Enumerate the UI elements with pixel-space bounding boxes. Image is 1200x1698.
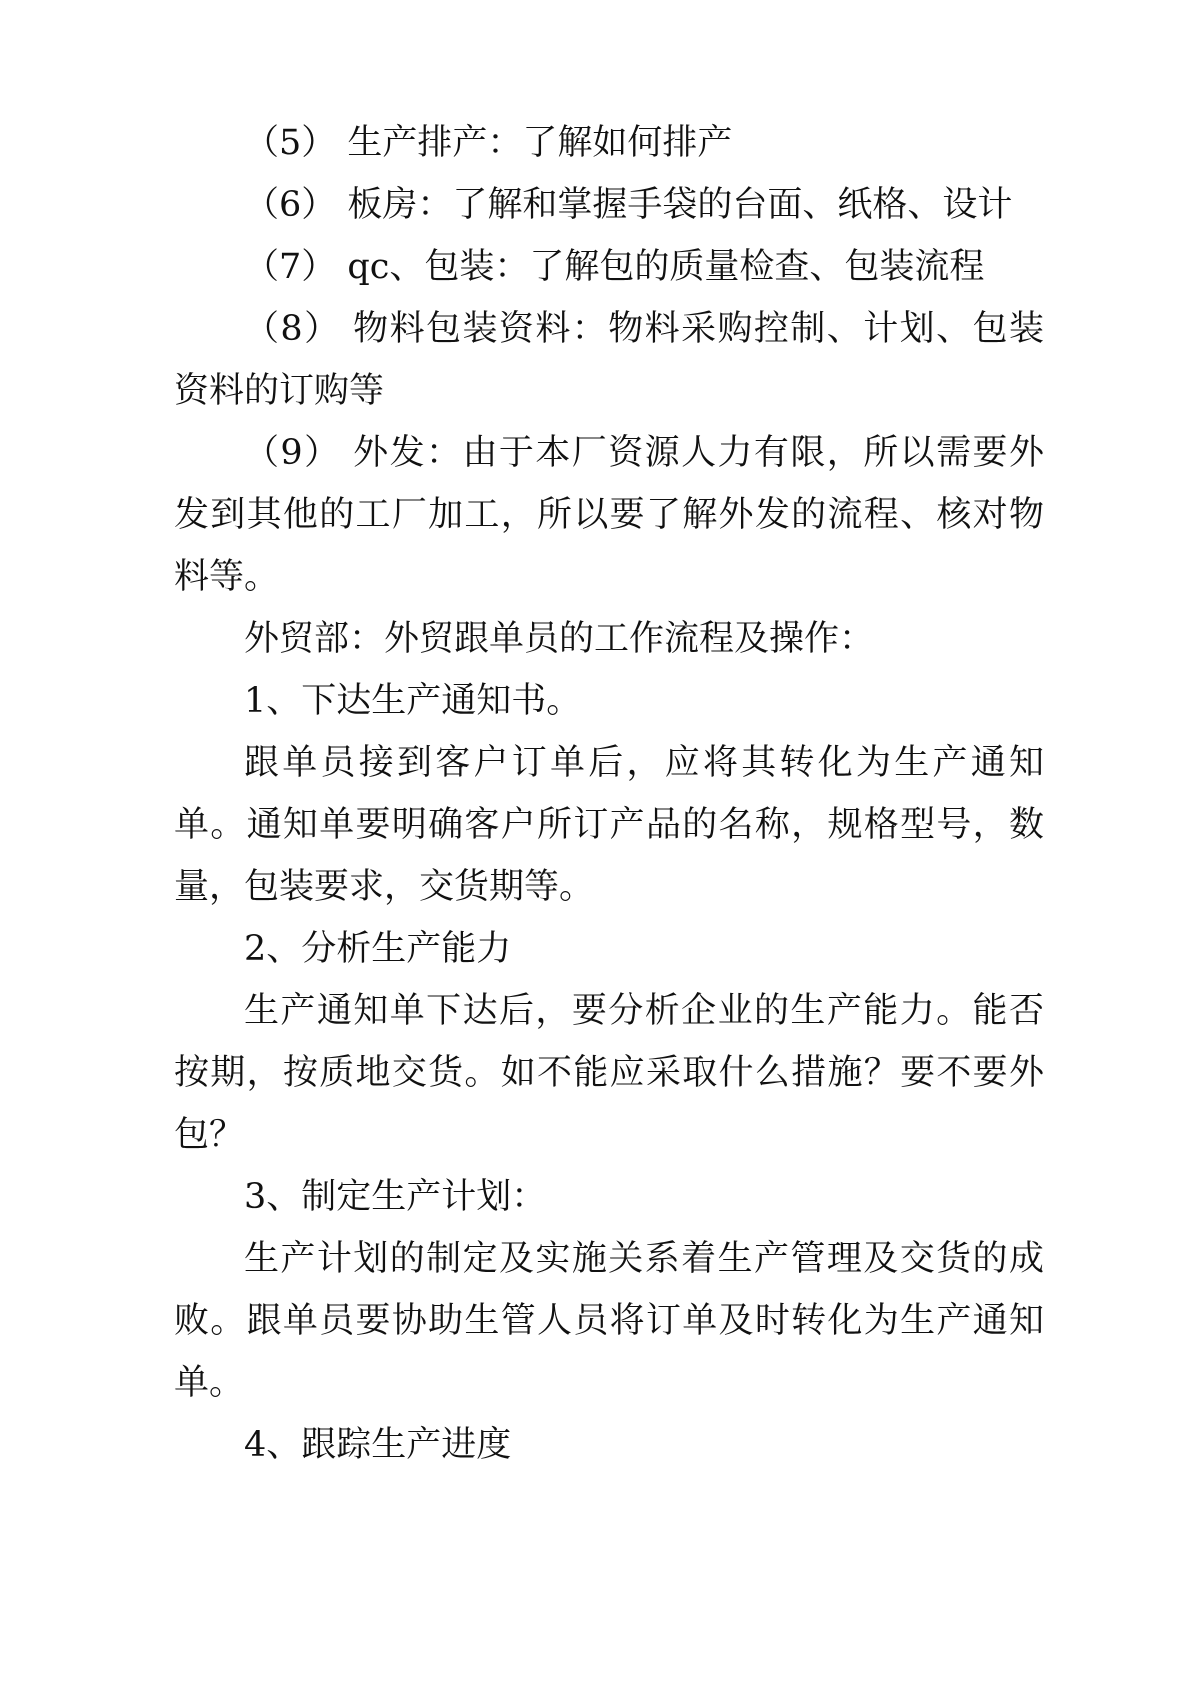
paragraph-item-7: （7） qc、包装：了解包的质量检查、包装流程 <box>244 247 985 287</box>
step-heading-4: 4、跟踪生产进度 <box>244 1425 512 1465</box>
paragraph-item-9: （9） 外发：由于本厂资源人力有限，所以需要外发到其他的工厂加工，所以要了解外发的流程、核对物料等。 <box>174 433 1044 597</box>
paragraph-item-5: （5） 生产排产：了解如何排产 <box>244 123 733 163</box>
document-body <box>174 112 1044 1476</box>
step-heading-3: 3、制定生产计划： <box>244 1177 547 1217</box>
step-heading-2: 2、分析生产能力 <box>244 929 512 969</box>
section-heading-foreign-trade: 外贸部：外贸跟单员的工作流程及操作： <box>244 619 875 659</box>
step-body-2: 生产通知单下达后，要分析企业的生产能力。能否按期，按质地交货。如不能应采取什么措施？要不要外包？ <box>174 991 1044 1155</box>
step-heading-1: 1、下达生产通知书。 <box>244 681 582 721</box>
paragraph-item-6: （6） 板房：了解和掌握手袋的台面、纸格、设计 <box>244 185 1013 225</box>
step-body-1: 跟单员接到客户订单后，应将其转化为生产通知单。通知单要明确客户所订产品的名称，规格型号，数量，包装要求，交货期等。 <box>174 743 1044 907</box>
step-body-3: 生产计划的制定及实施关系着生产管理及交货的成败。跟单员要协助生管人员将订单及时转化为生产通知单。 <box>174 1239 1044 1403</box>
paragraph-item-8: （8） 物料包装资料：物料采购控制、计划、包装资料的订购等 <box>174 309 1044 411</box>
